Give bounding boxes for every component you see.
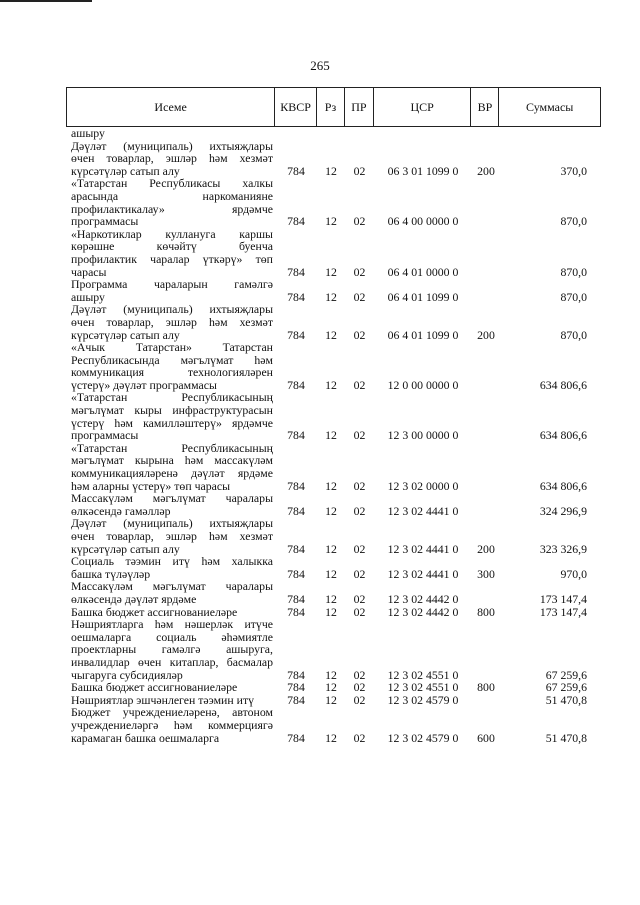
cell-rz: 12 bbox=[325, 377, 337, 392]
name-line: Социаль тәэмин итү һәм халыкка bbox=[71, 554, 273, 569]
cell-rz: 12 bbox=[325, 541, 337, 556]
cell-pr: 02 bbox=[353, 730, 366, 745]
cell-rz: 12 bbox=[325, 503, 337, 518]
cell-kvsr: 784 bbox=[287, 541, 305, 556]
name-line: һәм аларны үстерү» төп чарасы bbox=[71, 478, 231, 493]
cell-csr: 12 3 02 4579 0 bbox=[387, 730, 459, 745]
name-line: «Ачык Татарстан» Татарстан bbox=[71, 340, 273, 355]
table-row bbox=[66, 127, 601, 140]
cell-rz: 12 bbox=[325, 566, 337, 581]
cell-kvsr: 784 bbox=[287, 428, 305, 443]
cell-rz: 12 bbox=[325, 667, 337, 682]
cell-sum: 634 806,6 bbox=[539, 428, 587, 443]
cell-sum: 173 147,4 bbox=[539, 591, 587, 606]
cell-csr: 06 4 01 0000 0 bbox=[387, 264, 459, 279]
table-row bbox=[66, 706, 601, 744]
cell-sum: 870,0 bbox=[560, 327, 587, 342]
cell-rz: 12 bbox=[325, 264, 337, 279]
cell-sum: 634 806,6 bbox=[539, 377, 587, 392]
name-line: чыгаруга субсидияләр bbox=[71, 667, 183, 682]
cell-vr: 600 bbox=[477, 730, 495, 745]
name-line: күрсәтүләр сатып алу bbox=[71, 327, 180, 342]
header-csr: ЦСР bbox=[374, 88, 472, 126]
cell-kvsr: 784 bbox=[287, 377, 305, 392]
cell-kvsr: 784 bbox=[287, 680, 305, 695]
header-vr: ВР bbox=[471, 88, 499, 126]
cell-csr: 12 3 02 4579 0 bbox=[387, 692, 459, 707]
name-line: коммуникацияләренә дәүләт ярдәме bbox=[71, 466, 273, 481]
name-line: күрсәтүләр сатып алу bbox=[71, 163, 180, 178]
cell-pr: 02 bbox=[353, 377, 366, 392]
cell-rz: 12 bbox=[325, 327, 337, 342]
name-line: ашыру bbox=[71, 126, 105, 140]
name-line: Дәүләт (муниципаль) ихтыяҗлары bbox=[71, 516, 273, 531]
name-line: коммуникация технологияләрен bbox=[71, 365, 273, 380]
cell-kvsr: 784 bbox=[287, 692, 305, 707]
table-row bbox=[66, 555, 601, 580]
cell-kvsr: 784 bbox=[287, 566, 305, 581]
cell-pr: 02 bbox=[353, 428, 366, 443]
cell-kvsr: 784 bbox=[287, 214, 305, 229]
header-rz: Рз bbox=[317, 88, 345, 126]
table-row bbox=[66, 618, 601, 681]
cell-name bbox=[66, 442, 275, 492]
cell-pr: 02 bbox=[353, 214, 366, 229]
cell-vr: 800 bbox=[477, 604, 495, 619]
cell-sum: 51 470,8 bbox=[545, 692, 587, 707]
cell-sum: 870,0 bbox=[560, 289, 587, 304]
cell-csr: 12 3 02 4551 0 bbox=[387, 667, 459, 682]
cell-kvsr: 784 bbox=[287, 591, 305, 606]
cell-kvsr: 784 bbox=[287, 478, 305, 493]
cell-csr: 06 4 01 1099 0 bbox=[387, 327, 459, 342]
cell-vr: 200 bbox=[477, 327, 495, 342]
cell-name bbox=[66, 492, 275, 517]
header-name: Исеме bbox=[67, 88, 275, 126]
cell-name bbox=[66, 177, 275, 227]
name-line: Нәшриятлар эшчәнлеген тәэмин итү bbox=[71, 692, 255, 707]
cell-csr: 06 3 01 1099 0 bbox=[387, 163, 459, 178]
name-line: карамаган башка оешмаларга bbox=[71, 730, 220, 745]
table-header bbox=[66, 87, 601, 127]
name-line: «Татарстан Республикасы халкы bbox=[71, 176, 273, 191]
name-line: инвалидлар өчен китаплар, басмалар bbox=[71, 654, 273, 669]
cell-name bbox=[66, 580, 275, 605]
table-row bbox=[66, 177, 601, 227]
cell-name bbox=[66, 681, 275, 694]
table-row bbox=[66, 517, 601, 555]
cell-name bbox=[66, 517, 275, 555]
header-kvsr: КВСР bbox=[275, 88, 317, 126]
table-body bbox=[66, 127, 601, 744]
cell-sum: 173 147,4 bbox=[539, 604, 587, 619]
name-line: өлкәсендә гамәлләр bbox=[71, 503, 171, 518]
cell-pr: 02 bbox=[353, 604, 366, 619]
name-line: көрәшне көчәйтү буенча bbox=[71, 239, 273, 254]
name-line: өчен товарлар, эшләр һәм хезмәт bbox=[71, 529, 273, 543]
name-line: Программа чараларын гамәлгә bbox=[71, 277, 273, 292]
table-row bbox=[66, 391, 601, 441]
cell-pr: 02 bbox=[353, 163, 366, 178]
cell-name bbox=[66, 127, 275, 140]
cell-rz: 12 bbox=[325, 478, 337, 493]
cell-sum: 323 326,9 bbox=[539, 541, 587, 556]
name-line: Башка бюджет ассигнованиеләре bbox=[71, 604, 238, 619]
table-row bbox=[66, 580, 601, 605]
table-row bbox=[66, 140, 601, 178]
cell-csr: 12 3 02 4442 0 bbox=[387, 591, 459, 606]
header-sum: Суммасы bbox=[526, 99, 574, 114]
cell-name bbox=[66, 228, 275, 278]
name-line: Массакүләм мәгълүмат чаралары bbox=[71, 491, 273, 506]
cell-name bbox=[66, 618, 275, 681]
name-line: оешмаларга социаль әһәмиятле bbox=[71, 629, 273, 644]
cell-sum: 370,0 bbox=[560, 163, 587, 178]
cell-kvsr: 784 bbox=[287, 327, 305, 342]
name-line: үстерү һәм камилләштерү» ярдәмче bbox=[71, 415, 273, 430]
header-pr: ПР bbox=[345, 88, 374, 126]
cell-name bbox=[66, 303, 275, 341]
cell-csr: 06 4 01 1099 0 bbox=[387, 289, 459, 304]
name-line: Башка бюджет ассигнованиеләре bbox=[71, 680, 238, 695]
name-line: профилактик чаралар үткәрү» төп bbox=[71, 251, 273, 266]
cell-csr: 12 0 00 0000 0 bbox=[387, 377, 459, 392]
cell-sum: 870,0 bbox=[560, 214, 587, 229]
cell-vr: 800 bbox=[477, 680, 495, 695]
cell-rz: 12 bbox=[325, 604, 337, 619]
name-line: «Наркотиклар куллануга каршы bbox=[71, 226, 273, 241]
cell-kvsr: 784 bbox=[287, 667, 305, 682]
table-row bbox=[66, 341, 601, 391]
cell-pr: 02 bbox=[353, 680, 366, 695]
name-line: «Татарстан Республикасының bbox=[71, 390, 273, 405]
cell-pr: 02 bbox=[353, 541, 366, 556]
cell-rz: 12 bbox=[325, 214, 337, 229]
name-line: мәгълүмат кырына һәм массакүләм bbox=[71, 453, 273, 468]
cell-sum: 870,0 bbox=[560, 264, 587, 279]
cell-name bbox=[66, 278, 275, 303]
cell-csr: 12 3 02 4441 0 bbox=[387, 503, 459, 518]
name-line: арасында наркоманияне bbox=[71, 188, 273, 203]
cell-csr: 12 3 02 4551 0 bbox=[387, 680, 459, 695]
cell-name bbox=[66, 391, 275, 441]
cell-name bbox=[66, 555, 275, 580]
cell-sum: 51 470,8 bbox=[545, 730, 587, 745]
name-line: мәгълүмат кыры инфраструктурасын bbox=[71, 403, 273, 418]
cell-pr: 02 bbox=[353, 478, 366, 493]
name-line: Бюджет учреждениеләренә, автоном bbox=[71, 705, 273, 720]
name-line: профилактикалау» ярдәмче bbox=[71, 201, 273, 216]
cell-vr: 200 bbox=[477, 163, 495, 178]
name-line: проектларны гамәлгә ашыруга, bbox=[71, 642, 273, 657]
cell-pr: 02 bbox=[353, 264, 366, 279]
name-line: Дәүләт (муниципаль) ихтыяҗлары bbox=[71, 138, 273, 153]
cell-name bbox=[66, 140, 275, 178]
name-line: ашыру bbox=[71, 289, 105, 304]
name-line: Массакүләм мәгълүмат чаралары bbox=[71, 579, 273, 594]
cell-pr: 02 bbox=[353, 692, 366, 707]
table-row bbox=[66, 681, 601, 694]
cell-rz: 12 bbox=[325, 289, 337, 304]
name-line: программасы bbox=[71, 428, 139, 443]
name-line: күрсәтүләр сатып алу bbox=[71, 541, 180, 556]
cell-rz: 12 bbox=[325, 591, 337, 606]
cell-csr: 12 3 02 4441 0 bbox=[387, 541, 459, 556]
cell-csr: 12 3 02 4441 0 bbox=[387, 566, 459, 581]
cell-vr: 300 bbox=[477, 566, 495, 581]
cell-kvsr: 784 bbox=[287, 264, 305, 279]
name-line: программасы bbox=[71, 214, 139, 229]
cell-vr: 200 bbox=[477, 541, 495, 556]
cell-pr: 02 bbox=[353, 503, 366, 518]
cell-sum: 67 259,6 bbox=[545, 680, 587, 695]
cell-sum: 634 806,6 bbox=[539, 478, 587, 493]
cell-kvsr: 784 bbox=[287, 163, 305, 178]
name-line: чарасы bbox=[71, 264, 107, 279]
cell-pr: 02 bbox=[353, 667, 366, 682]
cell-pr: 02 bbox=[353, 289, 366, 304]
table-row bbox=[66, 278, 601, 303]
cell-rz: 12 bbox=[325, 428, 337, 443]
cell-name bbox=[66, 341, 275, 391]
table-row bbox=[66, 303, 601, 341]
cell-csr: 12 3 00 0000 0 bbox=[387, 428, 459, 443]
name-line: Республикасында мәгълүмат һәм bbox=[71, 352, 273, 367]
cell-csr: 12 3 02 0000 0 bbox=[387, 478, 459, 493]
page-number: 265 bbox=[310, 58, 330, 73]
cell-csr: 06 4 00 0000 0 bbox=[387, 214, 459, 229]
name-line: Нәшриятларга һәм нәшерләк итүче bbox=[71, 617, 273, 632]
name-line: өчен товарлар, эшләр һәм хезмәт bbox=[71, 314, 273, 329]
name-line: «Татарстан Республикасының bbox=[71, 440, 273, 455]
cell-kvsr: 784 bbox=[287, 604, 305, 619]
cell-sum: 67 259,6 bbox=[545, 667, 587, 682]
cell-sum: 324 296,9 bbox=[539, 503, 587, 518]
name-line: Дәүләт (муниципаль) ихтыяҗлары bbox=[71, 302, 273, 317]
table-row bbox=[66, 442, 601, 492]
cell-rz: 12 bbox=[325, 680, 337, 695]
name-line: башка түләүләр bbox=[71, 566, 151, 581]
cell-kvsr: 784 bbox=[287, 503, 305, 518]
cell-rz: 12 bbox=[325, 163, 337, 178]
cell-kvsr: 784 bbox=[287, 289, 305, 304]
name-line: учреждениеләргә һәм коммерциягә bbox=[71, 717, 273, 732]
table-row bbox=[66, 228, 601, 278]
cell-pr: 02 bbox=[353, 591, 366, 606]
cell-name bbox=[66, 706, 275, 744]
scan-corner-mark bbox=[0, 0, 92, 5]
cell-csr: 12 3 02 4442 0 bbox=[387, 604, 459, 619]
name-line: өлкәсендә дәүләт ярдәме bbox=[71, 591, 197, 606]
cell-rz: 12 bbox=[325, 692, 337, 707]
cell-pr: 02 bbox=[353, 566, 366, 581]
cell-rz: 12 bbox=[325, 730, 337, 745]
cell-sum: 970,0 bbox=[560, 566, 587, 581]
cell-kvsr: 784 bbox=[287, 730, 305, 745]
name-line: өчен товарлар, эшләр һәм хезмәт bbox=[71, 151, 273, 166]
cell-pr: 02 bbox=[353, 327, 366, 342]
table-row bbox=[66, 492, 601, 517]
name-line: үстерү» дәүләт программасы bbox=[71, 377, 217, 392]
